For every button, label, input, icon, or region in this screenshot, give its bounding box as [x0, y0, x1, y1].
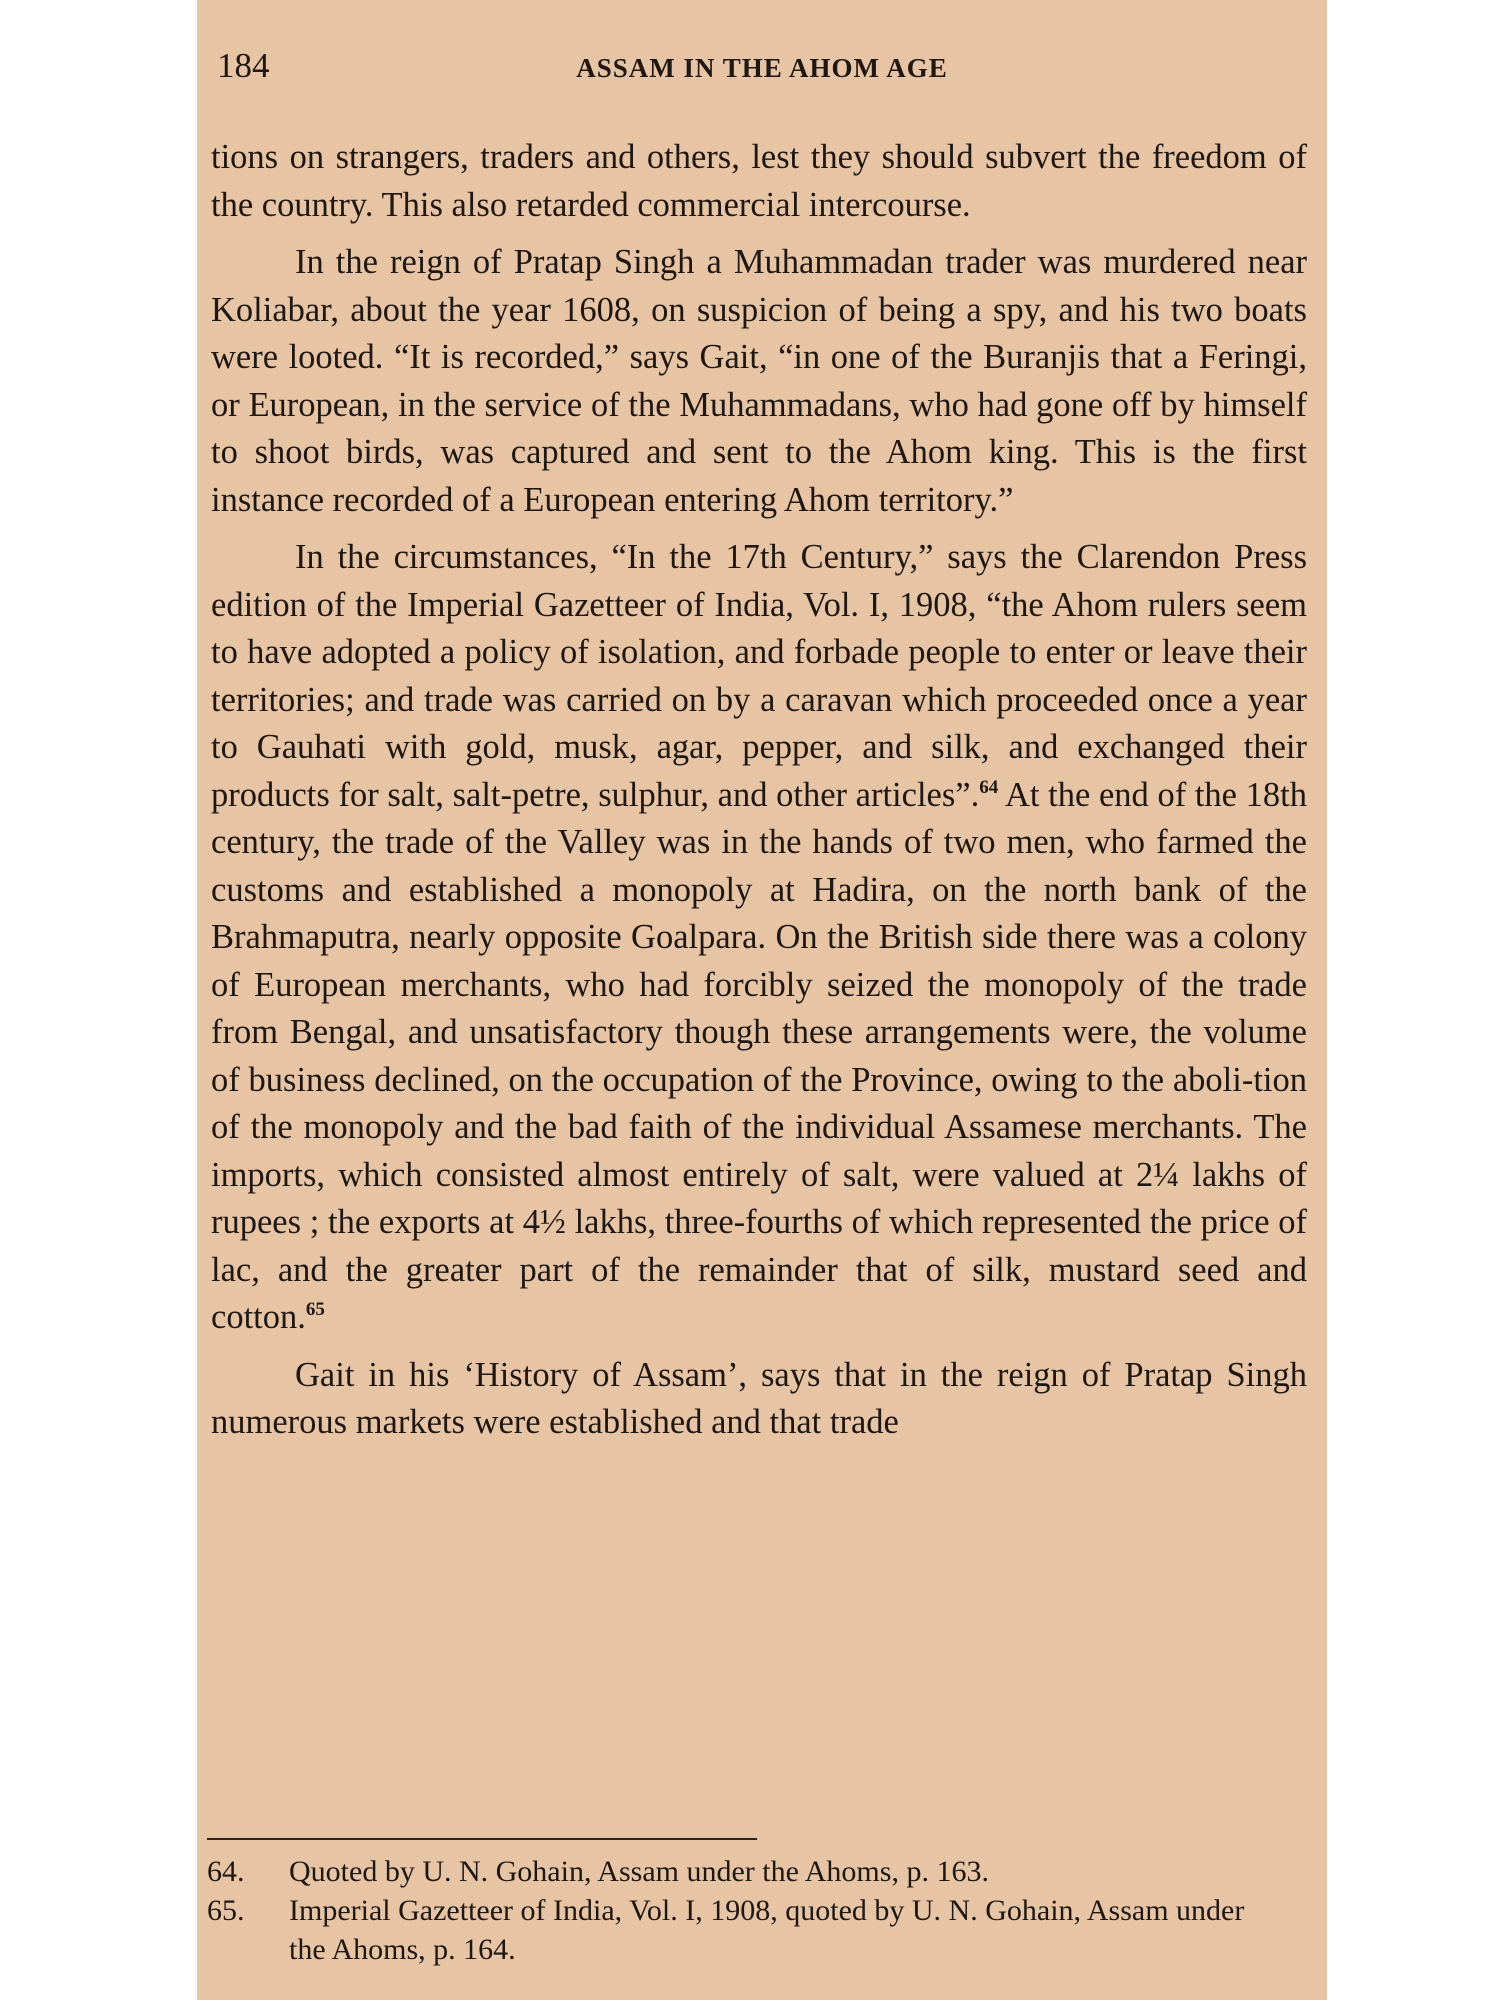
book-page — [197, 0, 1327, 2000]
paragraph-3-part-b: At the end of the 18th century, the trade of the Valley was in the hands of two men, who farmed the customs and established a monopoly at Hadira, on the north bank of the Brahmaputra, nearly opposite Goalpara. On the British side there was a colony of European merchants, who had forcibly seized the monopoly of the trade from Bengal, and unsatisfactory though these arrangements were, the volume of business declined, on the occupation of the Province, owing to the aboli-tion of the monopoly and the bad faith of the individual Assamese merchants. The imports, which consisted almost entirely of salt, were valued at 2¼ lakhs of rupees ; the exports at 4½ lakhs, three-fourths of which represented the price of lac, and the greater part of the remainder that of silk, mustard seed and cotton. — [211, 775, 1308, 1336]
paragraph-2: In the reign of Pratap Singh a Muhammadan trader was murdered near Koliabar, about the year 1608, on suspicion of being a spy, and his two boats were looted. “It is recorded,” says Gait, “in one of the Buranjis that a Feringi, or European, in the service of the Muhammadans, who had gone off by himself to shoot birds, was captured and sent to the Ahom king. This is the first instance recorded of a European entering Ahom territory.” — [211, 243, 1307, 519]
paragraph-1: tions on strangers, traders and others, lest they should subvert the freedom of the country. This also retarded commercial intercourse. — [211, 138, 1307, 224]
page-number: 184 — [217, 46, 270, 85]
footnotes — [207, 1852, 1307, 1969]
footnote-number: 64. — [207, 1855, 245, 1888]
running-head — [217, 46, 1307, 86]
paragraph-4: Gait in his ‘History of Assam’, says that in the reign of Pratap Singh numerous markets were established and that trade — [211, 1355, 1307, 1441]
footnote-number: 65. — [207, 1894, 245, 1927]
body-text — [211, 134, 1307, 1447]
footnote-text: Imperial Gazetteer of India, Vol. I, 1908, quoted by U. N. Gohain, Assam under the Ahoms, p. 164. — [289, 1894, 1245, 1966]
footnote-rule — [207, 1838, 757, 1840]
paragraph-3 — [211, 534, 1307, 1342]
footnote-ref-65: 65 — [305, 1299, 325, 1320]
footnote-ref-64: 64 — [979, 776, 999, 798]
footnote-text: Quoted by U. N. Gohain, Assam under the Ahoms, p. 163. — [289, 1855, 989, 1888]
footnote-64 — [207, 1852, 1307, 1891]
running-title: ASSAM IN THE AHOM AGE — [576, 53, 948, 83]
footnote-65 — [207, 1891, 1307, 1969]
paragraph-3-part-a: In the circumstances, “In the 17th Century,” says the Clarendon Press edition of the Imperial Gazetteer of India, Vol. I, 1908, “the Ahom rulers seem to have adopted a policy of isolation, and forbade people to enter or leave their territories; and trade was carried on by a caravan which proceeded once a year to Gauhati with gold, musk, agar, pepper, and silk, and exchanged their products for salt, salt-petre, sulphur, and other articles”. — [211, 538, 1307, 814]
